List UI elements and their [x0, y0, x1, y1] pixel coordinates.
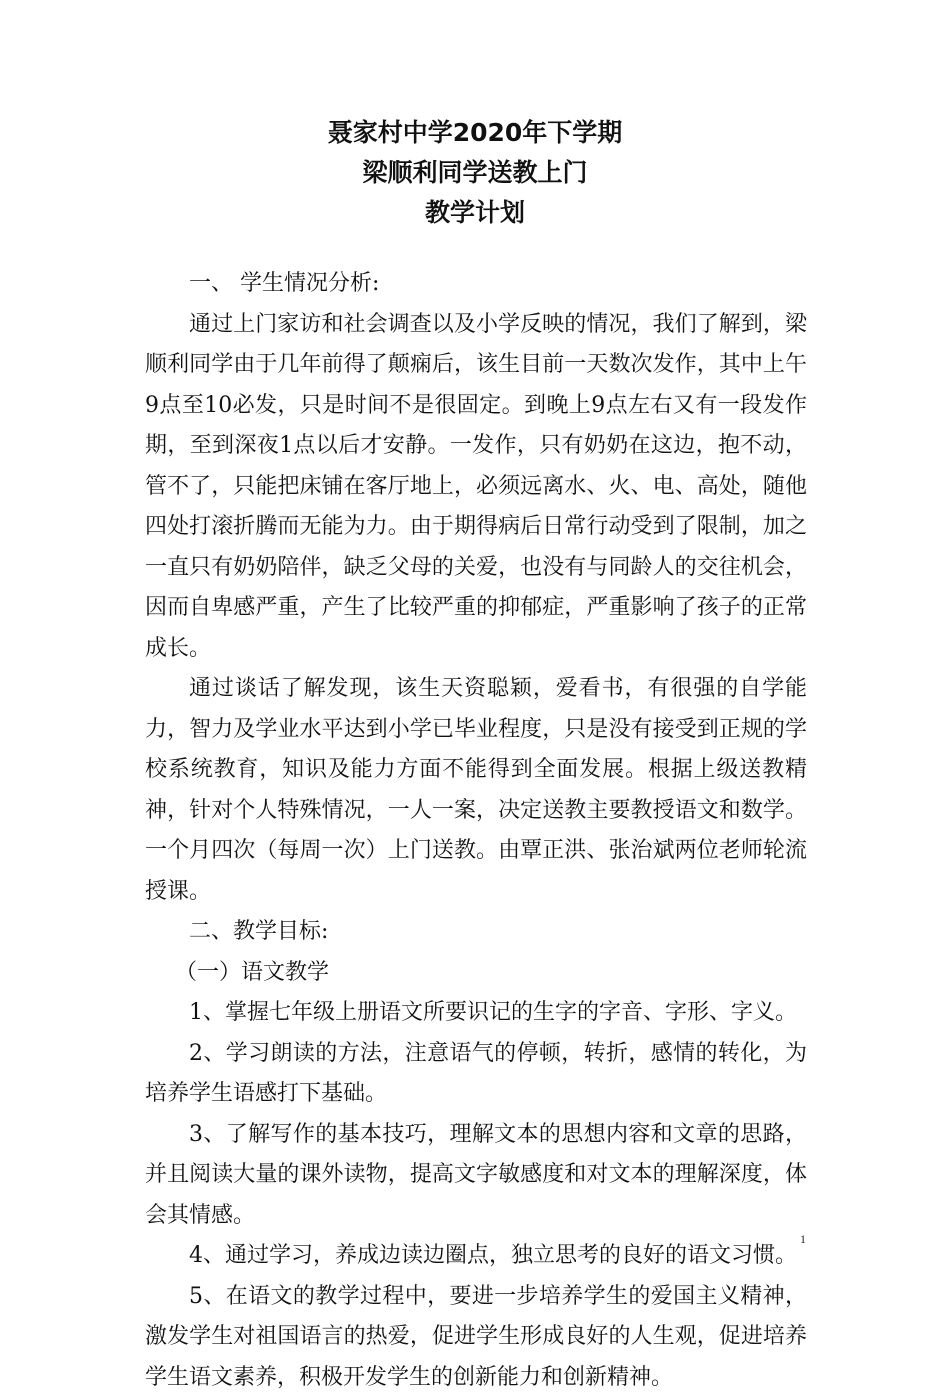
page-number: 1 — [800, 1232, 806, 1247]
paragraph-talk-findings: 通过谈话了解发现，该生天资聪颖，爱看书，有很强的自学能力，智力及学业水平达到小学已毕业程度，只是没有接受到正规的学校系统教育，知识及能力方面不能得到全面发展。根据上级送教精神，针对个人特殊情况，一人一案，决定送教主要教授语文和数学。一个月四次（每周一次）上门送教。由覃正洪、张治斌两位老师轮流授课。 — [145, 669, 807, 912]
section-heading-teaching-goals: 二、教学目标: — [145, 912, 807, 953]
section-heading-student-analysis: 一、 学生情况分析: — [145, 264, 807, 305]
subsection-heading-chinese: （一）语文教学 — [145, 953, 807, 994]
document-title — [0, 113, 950, 233]
title-student-program: 梁顺利同学送教上门 — [0, 153, 950, 193]
goal-item-5: 5、在语文的教学过程中，要进一步培养学生的爱国主义精神，激发学生对祖国语言的热爱，促进学生形成良好的人生观，促进培养学生语文素养，积极开发学生的创新能力和创新精神。 — [145, 1277, 807, 1398]
goal-item-2: 2、学习朗读的方法，注意语气的停顿，转折，感情的转化，为培养学生语感打下基础。 — [145, 1034, 807, 1115]
title-school-term: 聂家村中学2020年下学期 — [0, 113, 950, 153]
goal-item-3: 3、了解写作的基本技巧，理解文本的思想内容和文章的思路，并且阅读大量的课外读物，提高文字敏感度和对文本的理解深度，体会其情感。 — [145, 1115, 807, 1237]
title-teaching-plan: 教学计划 — [0, 193, 950, 233]
document-body — [145, 264, 807, 1398]
goal-item-1: 1、掌握七年级上册语文所要识记的生字的字音、字形、字义。 — [145, 993, 807, 1034]
goal-item-4: 4、通过学习，养成边读边圈点，独立思考的良好的语文习惯。 — [145, 1236, 807, 1277]
paragraph-student-situation: 通过上门家访和社会调查以及小学反映的情况，我们了解到，梁顺利同学由于几年前得了颠痫后，该生目前一天数次发作，其中上午9点至10必发，只是时间不是很固定。到晚上9点左右又有一段发作期，至到深夜1点以后才安静。一发作，只有奶奶在这边，抱不动，管不了，只能把床铺在客厅地上，必须远离水、火、电、高处，随他四处打滚折腾而无能为力。由于期得病后日常行动受到了限制，加之一直只有奶奶陪伴，缺乏父母的关爱，也没有与同龄人的交往机会，因而自卑感严重，产生了比较严重的抑郁症，严重影响了孩子的正常成长。 — [145, 305, 807, 670]
